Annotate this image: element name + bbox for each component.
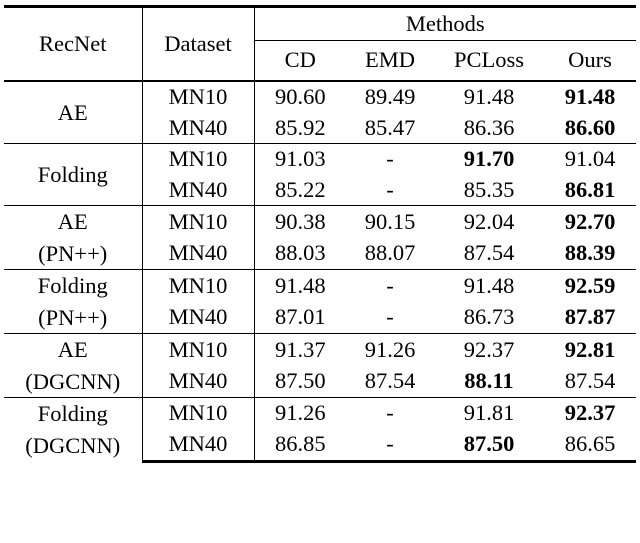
pcloss-value: 87.50 [434, 429, 544, 461]
emd-value: 91.26 [364, 336, 416, 362]
cd-value: 91.26 [274, 400, 326, 426]
table-row [4, 270, 636, 302]
dataset-cell: MN40 [142, 366, 254, 398]
emd-value: 85.47 [364, 114, 416, 140]
pcloss-value: 91.48 [463, 272, 515, 298]
ours-value: 88.39 [564, 240, 616, 265]
dataset-cell: MN40 [142, 113, 254, 144]
recnet-cell [4, 398, 142, 462]
recnet-name-line: (DGCNN) [25, 368, 121, 394]
recnet-cell [4, 334, 142, 398]
dataset-cell: MN10 [142, 334, 254, 366]
ours-value: 91.48 [564, 84, 616, 109]
emd-value: - [386, 176, 394, 202]
pcloss-header: PCLoss [453, 47, 525, 73]
ours-value: 86.60 [564, 114, 616, 140]
recnet-cell [4, 206, 142, 270]
cd-value: 90.38 [274, 208, 326, 234]
recnet-cell [4, 144, 142, 206]
dataset-cell: MN40 [142, 238, 254, 270]
ours-value: 92.59 [564, 272, 616, 298]
cd-value: 91.03 [274, 146, 326, 171]
emd-value: - [346, 429, 434, 461]
pcloss-value: 91.81 [463, 400, 515, 426]
recnet-cell [4, 81, 142, 144]
emd-value: 87.54 [364, 368, 416, 393]
recnet-name-line: AE [57, 337, 88, 362]
recnet-name-line: (DGCNN) [25, 432, 121, 458]
pcloss-value: 88.11 [464, 368, 514, 393]
cd-value: 88.03 [274, 240, 326, 265]
pcloss-value: 91.48 [463, 84, 515, 109]
dataset-cell: MN40 [142, 302, 254, 334]
pcloss-value: 85.35 [463, 176, 515, 202]
dataset-cell: MN10 [142, 206, 254, 238]
cd-value: 85.92 [274, 114, 326, 140]
emd-value: 90.15 [364, 208, 416, 234]
recnet-name-line: Folding [37, 401, 108, 426]
ours-value: 87.54 [564, 368, 616, 393]
emd-value: - [386, 304, 394, 329]
table-row [4, 81, 636, 113]
pcloss-value: 92.37 [463, 336, 515, 362]
recnet-name-line: AE [57, 99, 88, 125]
cd-value: 86.85 [254, 429, 346, 461]
recnet-name-line: (PN++) [38, 304, 108, 330]
recnet-name-line: (PN++) [38, 240, 108, 266]
pcloss-value: 92.04 [463, 208, 515, 234]
table-row [4, 398, 636, 429]
table-row [4, 206, 636, 238]
ours-value: 92.70 [564, 208, 616, 234]
emd-value: 88.07 [364, 240, 416, 265]
ours-value: 92.37 [564, 400, 616, 426]
methods-header: Methods [254, 7, 636, 41]
header-row-1 [4, 7, 636, 41]
pcloss-value: 86.73 [463, 304, 515, 329]
cd-value: 91.37 [274, 336, 326, 362]
ours-header: Ours [568, 47, 612, 73]
dataset-cell: MN10 [142, 398, 254, 429]
table-row [4, 144, 636, 175]
dataset-cell: MN40 [142, 175, 254, 206]
emd-value: - [386, 146, 394, 171]
cd-value: 87.50 [274, 368, 326, 393]
cd-value: 85.22 [274, 176, 326, 202]
ours-value: 86.65 [544, 429, 636, 461]
emd-value: - [386, 400, 394, 426]
emd-value: - [386, 272, 394, 298]
ours-value: 86.81 [564, 176, 616, 202]
cd-value: 90.60 [274, 84, 326, 109]
recnet-header: RecNet [4, 7, 142, 82]
dataset-cell: MN10 [142, 270, 254, 302]
cd-header: CD [284, 47, 316, 73]
pcloss-value: 86.36 [463, 114, 515, 140]
table-row [4, 334, 636, 366]
dataset-cell: MN10 [142, 144, 254, 175]
pcloss-value: 87.54 [463, 240, 515, 265]
recnet-cell [4, 270, 142, 334]
cd-value: 91.48 [274, 272, 326, 298]
recnet-name-line: Folding [37, 273, 108, 298]
ours-value: 91.04 [564, 146, 616, 171]
dataset-cell: MN10 [142, 81, 254, 113]
results-table [4, 5, 636, 463]
dataset-header: Dataset [142, 7, 254, 82]
cd-value: 87.01 [274, 304, 326, 329]
emd-header: EMD [365, 47, 415, 73]
dataset-cell: MN40 [142, 429, 254, 461]
pcloss-value: 91.70 [463, 146, 515, 171]
emd-value: 89.49 [364, 84, 416, 109]
ours-value: 92.81 [564, 336, 616, 362]
ours-value: 87.87 [564, 304, 616, 329]
recnet-name-line: AE [57, 209, 88, 234]
recnet-name-line: Folding [37, 161, 108, 187]
